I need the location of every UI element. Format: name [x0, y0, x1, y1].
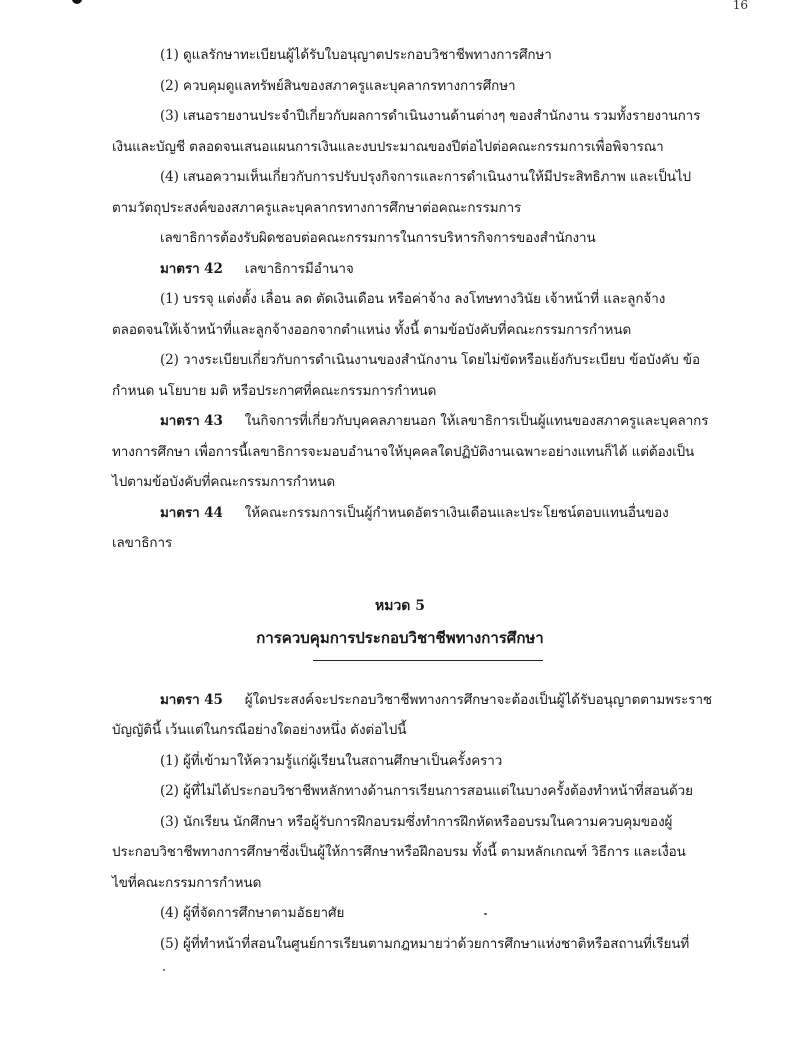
scan-mark [72, 0, 82, 4]
article-45-heading [160, 691, 712, 709]
article-45-label: มาตรา 45 [160, 692, 223, 708]
article-43-line: ไปตามข้อบังคับที่คณะกรรมการกำหนด [112, 474, 336, 490]
duty-item-2: (2) ควบคุมดูแลทรัพย์สินของสภาครูและบุคลากรทางการศึกษา [160, 78, 516, 94]
article-42-heading [160, 260, 354, 278]
article-44-heading [160, 504, 669, 522]
article-43-label: มาตรา 43 [160, 413, 223, 429]
article-45-line: (5) ผู้ที่ทำหน้าที่สอนในศูนย์การเรียนตามกฎหมายว่าด้วยการศึกษาแห่งชาติหรือสถานที่เรียนที่ [160, 936, 690, 952]
chapter-number: หมวด 5 [374, 598, 426, 614]
article-42-line: (1) บรรจุ แต่งตั้ง เลื่อน ลด ตัดเงินเดือน หรือค่าจ้าง ลงโทษทางวินัย เจ้าหน้าที่ และลูกจ้าง [160, 291, 666, 307]
secretary-responsibility: เลขาธิการต้องรับผิดชอบต่อคณะกรรมการในการบริหารกิจการของสำนักงาน [160, 230, 596, 246]
duty-item-3-cont: เงินและบัญชี ตลอดจนเสนอแผนการเงินและงบประมาณของปีต่อไปต่อคณะกรรมการเพื่อพิจารณา [112, 139, 664, 155]
article-45-line: (3) นักเรียน นักศึกษา หรือผู้รับการฝึกอบรมซึ่งทำการฝึกหัดหรืออบรมในความควบคุมของผู้ [160, 814, 673, 830]
article-43-text: ในกิจการที่เกี่ยวกับบุคคลภายนอก ให้เลขาธิการเป็นผู้แทนของสภาครูและบุคลากร [244, 413, 709, 429]
chapter-divider [313, 660, 543, 661]
chapter-title: การควบคุมการประกอบวิชาชีพทางการศึกษา [256, 629, 544, 647]
duty-item-4: (4) เสนอความเห็นเกี่ยวกับการปรับปรุงกิจการและการดำเนินงานให้มีประสิทธิภาพ และเป็นไป [160, 169, 692, 185]
article-45-line: ไขที่คณะกรรมการกำหนด [112, 875, 262, 891]
article-43-heading [160, 412, 708, 430]
article-45-line: ประกอบวิชาชีพทางการศึกษาซึ่งเป็นผู้ให้การศึกษาหรือฝึกอบรม ทั้งนี้ ตามหลักเกณฑ์ วิธีการ และเงื่อน [112, 844, 686, 860]
page-number: 16 [732, 0, 748, 12]
duty-item-3: (3) เสนอรายงานประจำปีเกี่ยวกับผลการดำเนินงานด้านต่างๆ ของสำนักงาน รวมทั้งรายงานการ [160, 108, 701, 124]
article-42-label: มาตรา 42 [160, 261, 223, 277]
article-42-line: กำหนด นโยบาย มติ หรือประกาศที่คณะกรรมการกำหนด [112, 383, 437, 399]
duty-item-1: (1) ดูแลรักษาทะเบียนผู้ได้รับใบอนุญาตประกอบวิชาชีพทางการศึกษา [160, 47, 552, 63]
scan-speck [484, 913, 487, 915]
article-44-text: ให้คณะกรรมการเป็นผู้กำหนดอัตราเงินเดือนและประโยชน์ตอบแทนอื่นของ [244, 505, 669, 521]
article-43-line: ทางการศึกษา เพื่อการนี้เลขาธิการจะมอบอำนาจให้บุคคลใดปฏิบัติงานเฉพาะอย่างแทนก็ได้ แต่ต้องเป็น [112, 444, 695, 460]
article-45-line: (2) ผู้ที่ไม่ได้ประกอบวิชาชีพหลักทางด้านการเรียนการสอนแต่ในบางครั้งต้องทำหน้าที่สอนด้วย [160, 783, 693, 799]
article-42-title: เลขาธิการมีอำนาจ [244, 261, 354, 277]
article-45-text: ผู้ใดประสงค์จะประกอบวิชาชีพทางการศึกษาจะต้องเป็นผู้ได้รับอนุญาตตามพระราช [244, 692, 712, 708]
article-45-line: บัญญัตินี้ เว้นแต่ในกรณีอย่างใดอย่างหนึ่ง ดังต่อไปนี้ [112, 722, 407, 738]
scan-speck [163, 969, 165, 971]
article-45-line: (1) ผู้ที่เข้ามาให้ความรู้แก่ผู้เรียนในสถานศึกษาเป็นครั้งคราว [160, 753, 503, 769]
article-42-line: (2) วางระเบียบเกี่ยวกับการดำเนินงานของสำนักงาน โดยไม่ขัดหรือแย้งกับระเบียบ ข้อบังคับ ข้อ [160, 352, 701, 368]
article-44-label: มาตรา 44 [160, 505, 223, 521]
article-45-line: (4) ผู้ที่จัดการศึกษาตามอัธยาศัย [160, 905, 345, 921]
article-42-line: ตลอดจนให้เจ้าหน้าที่และลูกจ้างออกจากตำแหน่ง ทั้งนี้ ตามข้อบังคับที่คณะกรรมการกำหนด [112, 322, 632, 338]
duty-item-4-cont: ตามวัตถุประสงค์ของสภาครูและบุคลากรทางการศึกษาต่อคณะกรรมการ [112, 200, 522, 216]
article-44-line: เลขาธิการ [112, 535, 173, 551]
